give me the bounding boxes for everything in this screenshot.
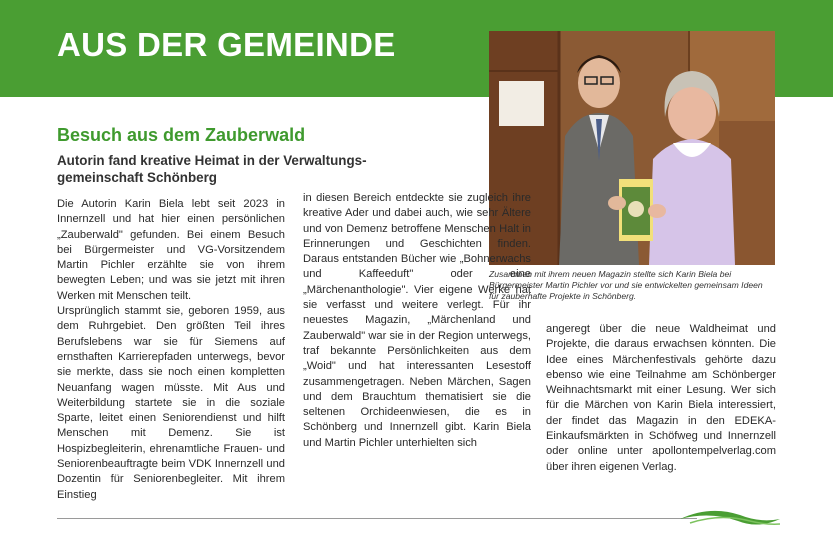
photo-illustration [489, 31, 775, 265]
paragraph: angeregt über die neue Waldheimat und Projekte, die daraus erwachsen könnten. Die Idee eines Märchenfestivals gehörte dazu ebenso wie eine Teilnahme am Schönberger Weihnachtsmarkt mit einer Lesung. Wer sich für die Märchen von Karin Biela interessiert, der findet das Magazin in den EDEKA-Einkaufsmärkten in Schöfweg und Innernzell oder online unter apollontempelverlag.com über ihren eigenen Verlag. [546, 323, 776, 473]
article-subheadline: Autorin fand kreative Heimat in der Verwaltungs-gemeinschaft Schönberg [57, 153, 367, 185]
article-column-1 [57, 197, 285, 503]
paragraph: in diesen Bereich entdeckte sie zugleich ihre kreative Ader und dabei auch, wie sehr Ältere und von Demenz betroffene Menschen Halt in Erinnerungen und Geschichten finden. Daraus entstanden Bücher wie „Bohnerwachs und Kaffeeduft" oder eine „Märchenanthologie". Vier eigene Werke hat sie verfasst und weitere verlegt. Für ihr neuestes Magazin, „Märchenland und Zauberwald" war sie in der Region unterwegs, traf bekannte Persönlichkeiten aus dem „Woid" und hat interessanten Lesestoff zusammengetragen. Neben Märchen, Sagen und dem Brauchtum thematisiert sie die seltenen Orchideenwiesen, die es in Schönberg und Innernzell gibt. Karin Biela und Martin Pichler unterhielten sich [303, 192, 531, 449]
green-swoosh-icon [680, 505, 780, 530]
photo-caption: Zusammen mit ihrem neuen Magazin stellte sich Karin Biela bei Bürgermeister Martin Pichler vor und sie entwickelten gemeinsam Ideen für zauberhafte Projekte in Schönberg. [489, 269, 763, 302]
footer-divider [57, 518, 697, 519]
article-column-3 [546, 322, 776, 475]
article-photo [489, 31, 775, 265]
paragraph: Ursprünglich stammt sie, geboren 1959, aus dem Ruhrgebiet. Den größten Teil ihres Berufslebens war sie für Siemens auf ernsthaften Karrierepfaden unterwegs, bevor sie merkte, dass sie noch einen kompletten Neuanfang wagen müsste. Mit Aus und Weiterbildung startete sie in die soziale Sparte, leitet einen Seniorendienst und hilft Menschen mit Demenz. Sie ist Hospizbegleiterin, ehrenamtliche Frauen- und Seniorenbeauftragte beim VDK Innernzell und Dozentin für Seniorenbegleiter. Mit ihrem Einstieg [57, 305, 285, 501]
section-title: AUS DER GEMEINDE [57, 26, 396, 63]
article-headline: Besuch aus dem Zauberwald [57, 125, 306, 145]
article-column-2 [303, 191, 531, 451]
paragraph: Die Autorin Karin Biela lebt seit 2023 in Innernzell und hat hier einen persönlichen „Zauberwald" gefunden. Bei einem Besuch bei Bürgermeister und VG-Vorsitzendem Martin Pichler erzählte sie von ihrem bewegten Leben; und was sie jetzt mit ihren Werken mit Menschen teilt. [57, 198, 285, 302]
